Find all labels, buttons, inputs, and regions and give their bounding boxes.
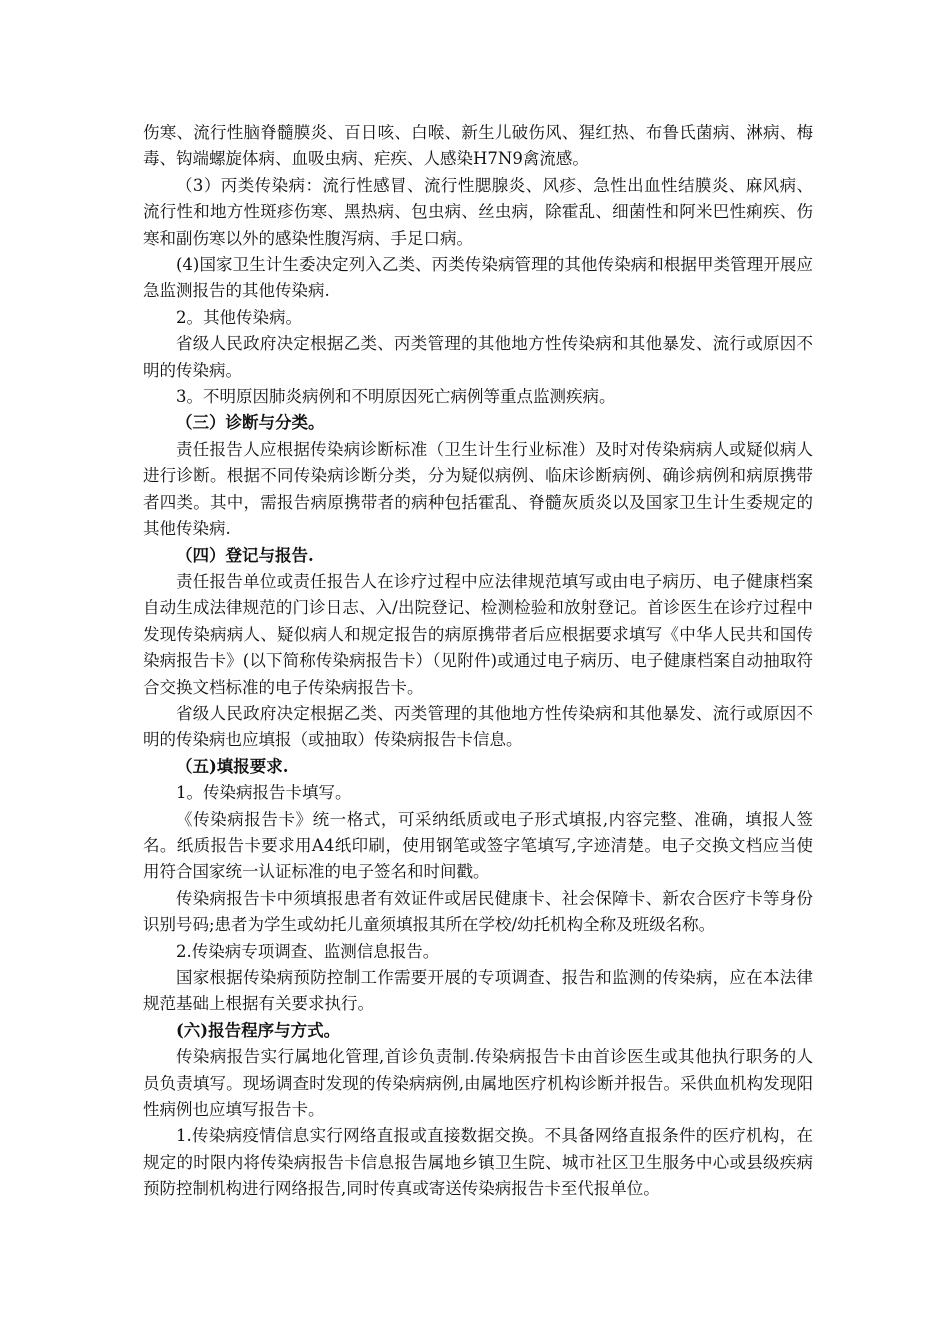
- paragraph: 省级人民政府决定根据乙类、丙类管理的其他地方性传染病和其他暴发、流行或原因不明的传染病也应填报（或抽取）传染病报告卡信息。: [143, 703, 813, 750]
- paragraph: 省级人民政府决定根据乙类、丙类管理的其他地方性传染病和其他暴发、流行或原因不明的传染病。: [143, 334, 813, 380]
- section-heading: （三）诊断与分类。: [176, 413, 325, 433]
- section-heading: （四）登记与报告.: [176, 545, 314, 565]
- paragraph: 国家根据传染病预防控制工作需要开展的专项调查、报告和监测的传染病，应在本法律规范基础上根据有关要求执行。: [143, 968, 813, 1014]
- paragraph: 《传染病报告卡》统一格式，可采纳纸质或电子形式填报,内容完整、准确，填报人签名。纸质报告卡要求用A4纸印刷，使用钢笔或签字笔填写,字迹清楚。电子交换文档应当使用符合国家统一认证标准的电子签名和时间戳。: [143, 809, 813, 882]
- document-body: [143, 120, 813, 1203]
- paragraph: 传染病报告卡中须填报患者有效证件或居民健康卡、社会保障卡、新农合医疗卡等身份识别号码;患者为学生或幼托儿童须填报其所在学校/幼托机构全称及班级名称。: [143, 888, 813, 935]
- paragraph: 3。不明原因肺炎病例和不明原因死亡病例等重点监测疾病。: [176, 387, 616, 407]
- paragraph: 传染病报告实行属地化管理,首诊负责制.传染病报告卡由首诊医生或其他执行职务的人员负责填写。现场调查时发现的传染病病例,由属地医疗机构诊断并报告。采供血机构发现阳性病例也应填写报告卡。: [143, 1047, 813, 1120]
- paragraph: 1.传染病疫情信息实行网络直报或直接数据交换。不具备网络直报条件的医疗机构，在规定的时限内将传染病报告卡信息报告属地乡镇卫生院、城市社区卫生服务中心或县级疾病预防控制机构进行网络报告,同时传真或寄送传染病报告卡至代报单位。: [143, 1126, 813, 1199]
- paragraph: 责任报告人应根据传染病诊断标准（卫生计生行业标准）及时对传染病病人或疑似病人进行诊断。根据不同传染病诊断分类，分为疑似病例、临床诊断病例、确诊病例和病原携带者四类。其中，需报告病原携带者的病种包括霍乱、脊髓灰质炎以及国家卫生计生委规定的其他传染病.: [143, 439, 813, 539]
- paragraph: 2。其他传染病。: [176, 307, 302, 327]
- paragraph: （3）丙类传染病：流行性感冒、流行性腮腺炎、风疹、急性出血性结膜炎、麻风病、流行性和地方性斑疹伤寒、黑热病、包虫病、丝虫病，除霍乱、细菌性和阿米巴性痢疾、伤寒和副伤寒以外的感染性腹泻病、手足口病。: [143, 175, 813, 248]
- paragraph: 1。传染病报告卡填写。: [176, 783, 352, 803]
- paragraph: 2.传染病专项调查、监测信息报告。: [176, 941, 440, 961]
- paragraph: 责任报告单位或责任报告人在诊疗过程中应法律规范填写或由电子病历、电子健康档案自动生成法律规范的门诊日志、入/出院登记、检测检验和放射登记。首诊医生在诊疗过程中发现传染病病人、疑似病人和规定报告的病原携带者后应根据要求填写《中华人民共和国传染病报告卡》(以下简称传染病报告卡）（见附件)或通过电子病历、电子健康档案自动抽取符合交换文档标准的电子传染病报告卡。: [143, 571, 813, 697]
- section-heading: （五)填报要求.: [176, 756, 289, 776]
- paragraph: 伤寒、流行性脑脊髓膜炎、百日咳、白喉、新生儿破伤风、猩红热、布鲁氏菌病、淋病、梅毒、钩端螺旋体病、血吸虫病、疟疾、人感染H7N9禽流感。: [143, 123, 813, 169]
- paragraph: (4)国家卫生计生委决定列入乙类、丙类传染病管理的其他传染病和根据甲类管理开展应急监测报告的其他传染病.: [143, 255, 813, 301]
- section-heading: (六)报告程序与方式。: [176, 1020, 341, 1040]
